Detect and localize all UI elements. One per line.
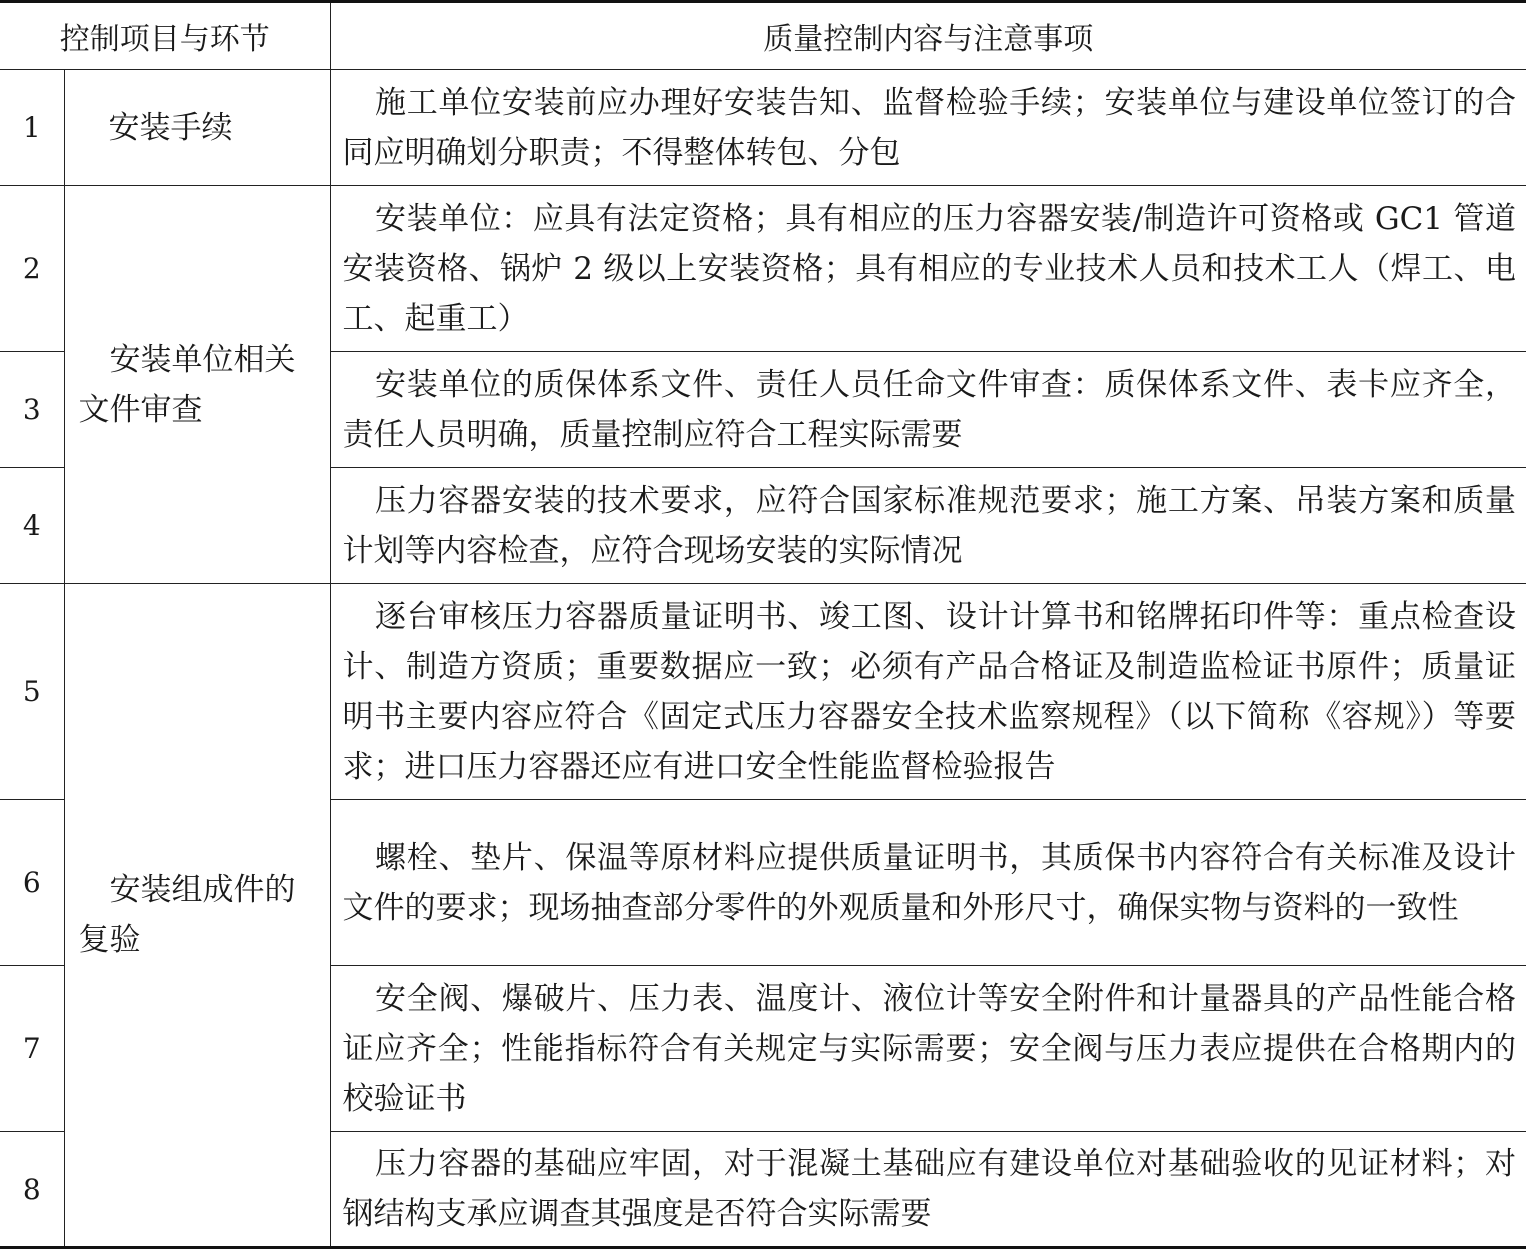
row-category-text: 安装单位相关文件审查 (78, 341, 296, 428)
table-row (0, 186, 1526, 352)
table-row (0, 70, 1526, 186)
row-number: 8 (0, 1132, 64, 1248)
row-number: 7 (0, 966, 64, 1132)
row-content: 安装单位：应具有法定资格；具有相应的压力容器安装/制造许可资格或 GC1 管道安装资格、锅炉 2 级以上安装资格；具有相应的专业技术人员和技术工人（焊工、电工、起重工） (330, 186, 1526, 352)
row-content: 压力容器的基础应牢固，对于混凝土基础应有建设单位对基础验收的见证材料；对钢结构支承应调查其强度是否符合实际需要 (330, 1132, 1526, 1248)
header-control-item: 控制项目与环节 (0, 2, 330, 70)
row-number: 6 (0, 800, 64, 966)
row-number: 5 (0, 584, 64, 800)
row-number: 2 (0, 186, 64, 352)
row-number: 4 (0, 468, 64, 584)
row-content: 安全阀、爆破片、压力表、温度计、液位计等安全附件和计量器具的产品性能合格证应齐全；性能指标符合有关规定与实际需要；安全阀与压力表应提供在合格期内的校验证书 (330, 966, 1526, 1132)
row-content: 压力容器安装的技术要求，应符合国家标准规范要求；施工方案、吊装方案和质量计划等内容检查，应符合现场安装的实际情况 (330, 468, 1526, 584)
row-content: 安装单位的质保体系文件、责任人员任命文件审查：质保体系文件、表卡应齐全，责任人员明确，质量控制应符合工程实际需要 (330, 352, 1526, 468)
row-content: 施工单位安装前应办理好安装告知、监督检验手续；安装单位与建设单位签订的合同应明确划分职责；不得整体转包、分包 (330, 70, 1526, 186)
row-number: 1 (0, 70, 64, 186)
row-category: 安装手续 (64, 70, 330, 186)
row-category (64, 186, 330, 584)
table-row (0, 584, 1526, 800)
row-category (64, 584, 330, 1248)
row-number: 3 (0, 352, 64, 468)
header-content: 质量控制内容与注意事项 (330, 2, 1526, 70)
row-category-text: 安装组成件的复验 (78, 872, 296, 958)
table-header-row (0, 2, 1526, 70)
row-content: 螺栓、垫片、保温等原材料应提供质量证明书，其质保书内容符合有关标准及设计文件的要求；现场抽查部分零件的外观质量和外形尺寸，确保实物与资料的一致性 (330, 800, 1526, 966)
row-content: 逐台审核压力容器质量证明书、竣工图、设计计算书和铭牌拓印件等：重点检查设计、制造方资质；重要数据应一致；必须有产品合格证及制造监检证书原件；质量证明书主要内容应符合《固定式压力容器安全技术监察规程》（以下简称《容规》）等要求；进口压力容器还应有进口安全性能监督检验报告 (330, 584, 1526, 800)
